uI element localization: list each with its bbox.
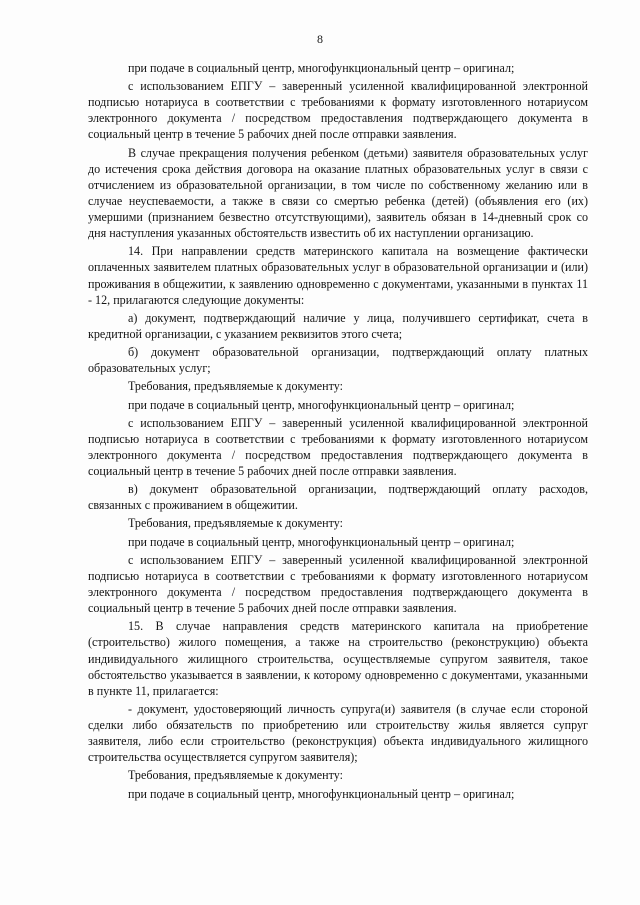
paragraph: при подаче в социальный центр, многофункциональный центр – оригинал; [128, 61, 515, 75]
paragraph: в) документ образовательной организации, подтверждающий оплату расходов, связанных с проживанием в общежитии. [88, 482, 588, 513]
paragraph: с использованием ЕПГУ – заверенный усиленной квалифицированной электронной подписью нотариуса в соответствии с требованиями к формату изготовленного нотариусом электронного документа / посредством предоставления подтверждающего документа в социальный центр в течение 5 рабочих дней после отправки заявления. [88, 79, 588, 142]
page-number: 8 [317, 32, 323, 46]
paragraph: Требования, предъявляемые к документу: [128, 516, 343, 531]
paragraph: при подаче в социальный центр, многофункциональный центр – оригинал; [128, 786, 515, 801]
paragraph: Требования, предъявляемые к документу: [128, 379, 343, 394]
paragraph: Требования, предъявляемые к документу: [128, 768, 343, 783]
paragraph: при подаче в социальный центр, многофункциональный центр – оригинал; [128, 397, 515, 412]
paragraph: В случае прекращения получения ребенком (детьми) заявителя образовательных услуг до истечения срока действия договора на оказание платных образовательных услуг в связи с отчислением из образовательной организации, в том числе по собственному желанию или в случае неуспеваемости, а также в связи со смертью ребенка (детей) (объявления его (их) умершими (признанием безвестно отсутствующими), заявитель обязан в 14-дневный срок со дня наступления указанных обстоятельств известить об их наступлении организацию. [88, 145, 588, 241]
paragraph: 14. При направлении средств материнского капитала на возмещение фактически оплаченных заявителем платных образовательных услуг в образовательной организации и (или) проживания в общежитии, к заявлению одновременно с документами, указанными в пунктах 11 - 12, прилагаются следующие документы: [88, 244, 588, 307]
paragraph: а) документ, подтверждающий наличие у лица, получившего сертификат, счета в кредитной организации, с указанием реквизитов этого счета; [88, 310, 588, 341]
paragraph: при подаче в социальный центр, многофункциональный центр – оригинал; [128, 534, 515, 549]
document-body [88, 60, 588, 804]
paragraph: б) документ образовательной организации, подтверждающий оплату платных образовательных услуг; [88, 345, 588, 376]
paragraph: 15. В случае направления средств материнского капитала на приобретение (строительство) жилого помещения, а также на строительство (реконструкцию) объекта индивидуального жилищного строительства, осуществляемые супругом заявителя, такое обстоятельство указывается в заявлении, к которому одновременно с документами, указанными в пункте 11, прилагается: [88, 619, 588, 698]
paragraph: - документ, удостоверяющий личность супруга(и) заявителя (в случае если стороной сделки либо обязательств по приобретению или строительству жилья является супруг заявителя, либо если строительство (реконструкция) объекта индивидуального жилищного строительства осуществляется супругом заявителя); [88, 701, 588, 765]
paragraph: с использованием ЕПГУ – заверенный усиленной квалифицированной электронной подписью нотариуса в соответствии с требованиями к формату изготовленного нотариусом электронного документа / посредством предоставления подтверждающего документа в социальный центр в течение 5 рабочих дней после отправки заявления. [88, 415, 588, 478]
paragraph: с использованием ЕПГУ – заверенный усиленной квалифицированной электронной подписью нотариуса в соответствии с требованиями к формату изготовленного нотариусом электронного документа / посредством предоставления подтверждающего документа в социальный центр в течение 5 рабочих дней после отправки заявления. [88, 552, 588, 616]
